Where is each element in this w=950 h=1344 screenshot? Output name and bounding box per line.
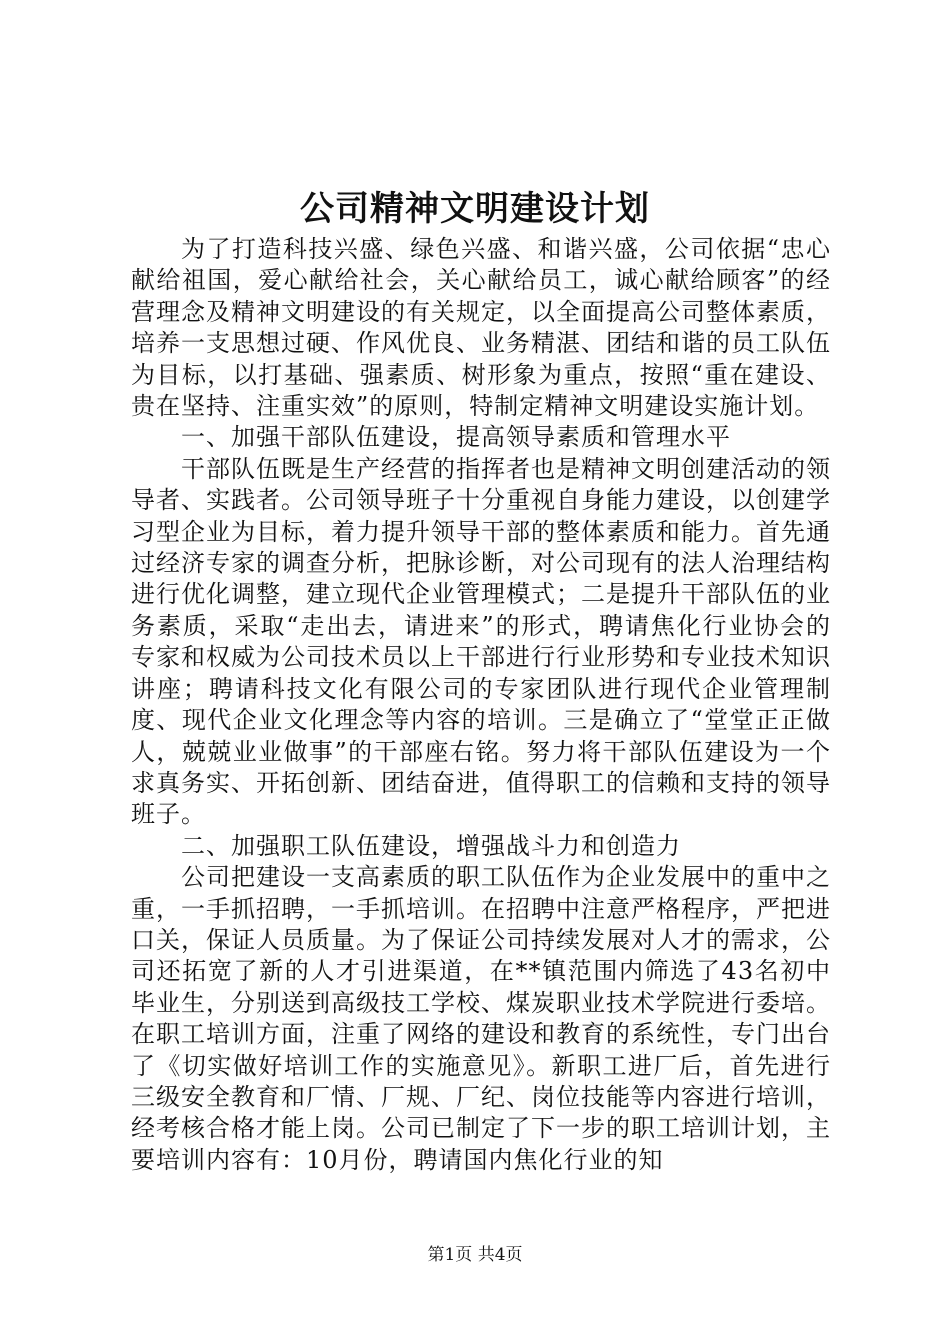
intro-paragraph: 为了打造科技兴盛、绿色兴盛、和谐兴盛，公司依据“忠心献给祖国，爱心献给社会，关心献给员工，诚心献给顾客”的经营理念及精神文明建设的有关规定，以全面提高公司整体素质，培养一支思想过硬、作风优良、业务精湛、团结和谐的员工队伍为目标，以打基础、强素质、树形象为重点，按照“重在建设、贵在坚持、注重实效”的原则，特制定精神文明建设实施计划。: [131, 235, 831, 421]
section-1-paragraph: 干部队伍既是生产经营的指挥者也是精神文明创建活动的领导者、实践者。公司领导班子十分重视自身能力建设，以创建学习型企业为目标，着力提升领导干部的整体素质和能力。首先通过经济专家的调查分析，把脉诊断，对公司现有的法人治理结构进行优化调整，建立现代企业管理模式；二是提升干部队伍的业务素质，采取“走出去，请进来”的形式，聘请焦化行业协会的专家和权威为公司技术员以上干部进行行业形势和专业技术知识讲座；聘请科技文化有限公司的专家团队进行现代企业管理制度、现代企业文化理念等内容的培训。三是确立了“堂堂正正做人，兢兢业业做事”的干部座右铭。努力将干部队伍建设为一个求真务实、开拓创新、团结奋进，值得职工的信赖和支持的领导班子。: [131, 454, 831, 829]
page-number-footer: 第1页 共4页: [427, 1245, 523, 1265]
section-heading-1: 一、加强干部队伍建设，提高领导素质和管理水平: [181, 423, 731, 452]
document-title: 公司精神文明建设计划: [300, 189, 650, 229]
document-body: [131, 234, 831, 1176]
section-2-paragraph: 公司把建设一支高素质的职工队伍作为企业发展中的重中之重，一手抓招聘，一手抓培训。在招聘中注意严格程序，严把进口关，保证人员质量。为了保证公司持续发展对人才的需求，公司还拓宽了新的人才引进渠道，在**镇范围内筛选了43名初中毕业生，分别送到高级技工学校、煤炭职业技术学院进行委培。在职工培训方面，注重了网络的建设和教育的系统性，专门出台了《切实做好培训工作的实施意见》。新职工进厂后，首先进行三级安全教育和厂情、厂规、厂纪、岗位技能等内容进行培训，经考核合格才能上岗。公司已制定了下一步的职工培训计划，主要培训内容有：10月份，聘请国内焦化行业的知: [131, 863, 831, 1174]
section-heading-2: 二、加强职工队伍建设，增强战斗力和创造力: [181, 831, 681, 860]
